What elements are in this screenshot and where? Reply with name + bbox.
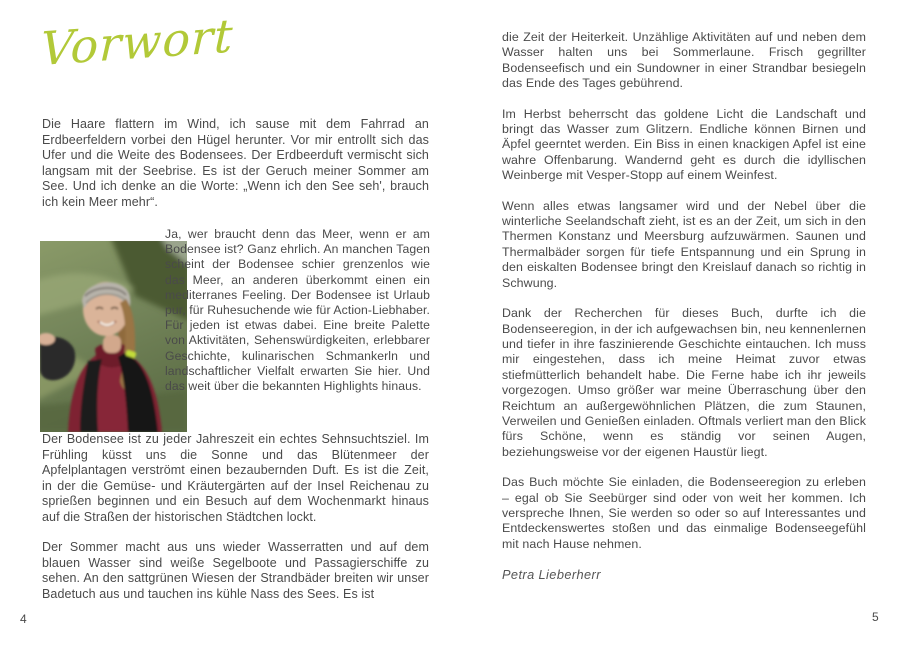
foreword-paragraph-1: Die Haare flattern im Wind, ich sause mit dem Fahrrad an Erdbeerfeldern vorbei den Hügel herunter. Vor mir entrollt sich das Ufer und die Weite des Bodensees. Der Erdbeerduft vermischt sich langsam mit der Seebrise. Es ist der Geruch meiner Sommer am See. Und ich denke an die Worte: „Wenn ich den See seh', brauch ich kein Meer mehr“. — [42, 117, 429, 209]
page-number-left: 4 — [20, 612, 27, 626]
right-text-column — [502, 30, 866, 595]
author-signature: Petra Lieberherr — [502, 567, 601, 583]
foreword-paragraph-6: Im Herbst beherrscht das goldene Licht die Landschaft und bringt das Wasser zum Glitzern. Endliche können Birnen und Äpfel geerntet werden. Ein Biss in einen knackigen Apfel ist eine wahre Offenbarung. Wandernd geht es durch die idyllischen Weinberge mit Vesper-Stopp auf einem Weinfest. — [502, 106, 866, 183]
foreword-paragraph-7: Wenn alles etwas langsamer wird und der Nebel über die winterliche Seelandschaft zieht, ist es an der Zeit, um sich in den Thermen Konstanz und Meersburg aufzuwärmen. Saunen und Thermalbäder sorgen für tiefe Entspannung und ein Sprung in den eiskalten Bodensee bringt den Kreislauf danach so richtig in Schwung. — [502, 198, 866, 290]
page-number-right: 5 — [872, 610, 879, 624]
foreword-paragraph-5: die Zeit der Heiterkeit. Unzählige Aktivitäten auf und neben dem Wasser halten uns bei Sommerlaune. Frisch gegrillter Bodenseefisch und ein Sundowner in einer Strandbar besiegeln das Ende des Tages gebührend. — [502, 30, 866, 91]
foreword-paragraph-8: Dank der Recherchen für dieses Buch, durfte ich die Bodenseeregion, in der ich aufgewachsen bin, neu kennenlernen und tiefer in ihre faszinierende Geschichte eintauchen. Ich muss mir eingestehen, dass ich meine Heimat zuvor etwas stiefmütterlich behandelt habe. Die Ferne habe ich ihr jeweils vorgezogen. Umso größer war meine Überraschung über den Reichtum an außergewöhnlichen Plätzen, die zum Staunen, Verweilen und Genießen einladen. Oftmals verliert man den Blick fürs Schöne, wenn es ständig vor seinen Augen, beziehungsweise vor der eigenen Haustür liegt. — [502, 306, 866, 459]
foreword-paragraph-9: Das Buch möchte Sie einladen, die Bodenseeregion zu erleben – egal ob Sie Seebürger sind oder von weit her kommen. Ich verspreche Ihnen, Sie werden so oder so auf Interessantes und Entdeckenswertes stoßen und das einmalige Bodenseegefühl mit nach Hause nehmen. — [502, 475, 866, 551]
foreword-paragraph-4: Der Sommer macht aus uns wieder Wasserratten und auf dem blauen Wasser sind weiße Segelboote und Passagierschiffe zu sehen. An den sattgrünen Wiesen der Strandbäder breiten wir unser Badetuch aus und tauchen ins kühle Nass des Sees. Es ist — [42, 540, 429, 601]
foreword-paragraph-2: Ja, wer braucht denn das Meer, wenn er am Bodensee ist? Ganz ehrlich. An manchen Tagen scheint der Bodensee schier grenzenlos wie das Meer, an anderen überkommt einen ein mediterranes Feeling. Der Bodensee ist Urlaub pur, für Ruhesuchende wie für Action-Liebhaber. Für jeden ist etwas dabei. Eine breite Palette von Aktivitäten, Sehenswürdigkeiten, erlebbarer Geschichte, kulinarischen Schmankerln und landschaftlicher Vielfalt erwarten Sie hier. Und das weit über die bekannten Highlights hinaus. — [165, 227, 430, 394]
page-title: Vorwort — [39, 8, 235, 77]
foreword-paragraph-3: Der Bodensee ist zu jeder Jahreszeit ein echtes Sehnsuchtsziel. Im Frühling küsst uns die Sonne und das Blütenmeer der Apfelplantagen verströmt einen bezaubernden Duft. Es ist die Zeit, in der die Gemüse- und Kräutergärten auf der Insel Reichenau zu sprießen beginnen und ein Besuch auf dem Wochenmarkt hinaus auf die Straßen der historischen Städtchen lockt. — [42, 432, 429, 524]
